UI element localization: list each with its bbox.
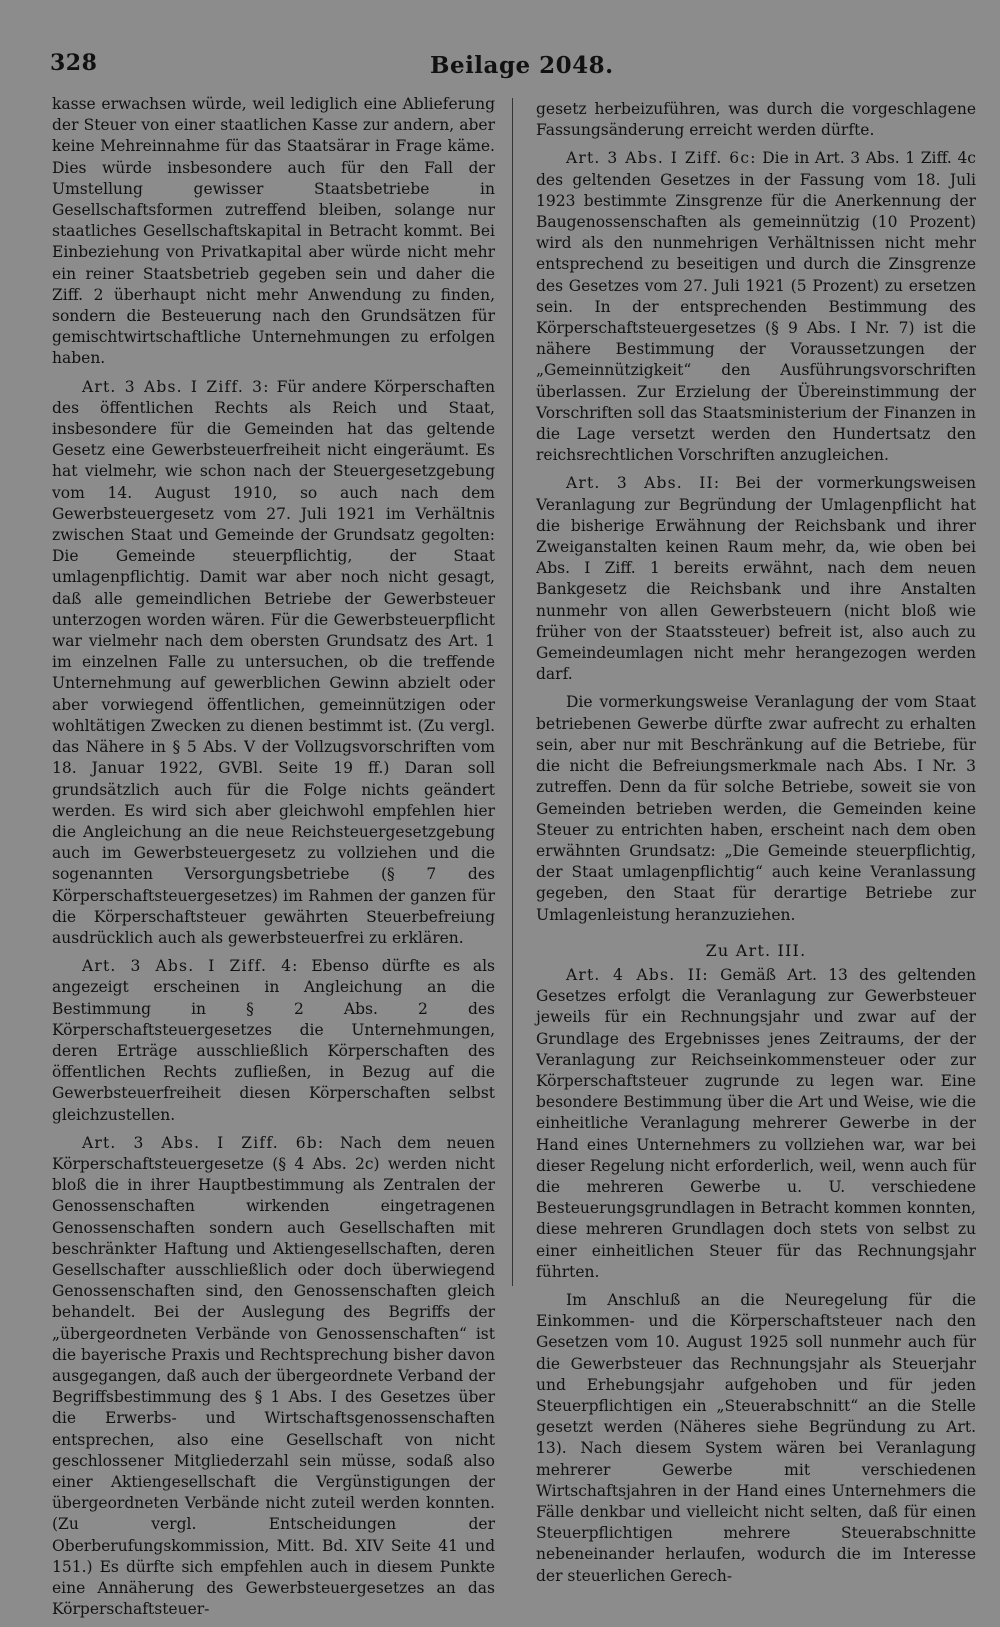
paragraph (536, 148, 976, 466)
paragraph-text: gesetz herbeizuführen, was durch die vorgeschlagene Fassungsänderung erreicht werden dürfte. (536, 100, 976, 140)
page-title: Beilage 2048. (430, 52, 614, 79)
article-reference: Art. 3 Abs. I Ziff. 4: (82, 957, 299, 976)
paragraph (52, 956, 495, 1126)
column-divider (512, 98, 513, 1286)
paragraph-text: Die in Art. 3 Abs. 1 Ziff. 4c des geltenden Gesetzes in der Fassung vom 18. Juli 1923 bestimmte Zinsgrenze für die Anerkennung der Baugenossenschaften als gemeinnützig (10 Prozent) wird als den nunmehrigen Verhältnissen nicht mehr entsprechend zu beseitigen und durch die Zinsgrenze des Gesetzes vom 27. Juli 1921 (5 Prozent) zu ersetzen sein. In der entsprechenden Bestimmung des Körperschaftsteuergesetzes (§ 9 Abs. I Nr. 7) ist die nähere Bestimmung der Voraussetzungen der „Gemeinnützigkeit“ den Ausführungsvorschriften überlassen. Zur Erzielung der Übereinstimmung der Vorschriften soll das Staatsministerium der Finanzen in die Lage versetzt werden den Hundertsatz den reichsrechtlichen Vorschriften anzugleichen. (536, 149, 976, 465)
paragraph-text: Im Anschluß an die Neuregelung für die Einkommen- und die Körperschaftsteuer nach den Gesetzen vom 10. August 1925 soll nunmehr auch für die Gewerbsteuer das Rechnungsjahr als Steuerjahr und Erhebungsjahr aufgehoben und für jeden Steuerpflichtigen ein „Steuerabschnitt“ an die Stelle gesetzt werden (Näheres siehe Begründung zu Art. 13). Nach diesem System wären bei Veranlagung mehrerer Gewerbe mit verschiedenen Wirtschaftsjahren in der Hand eines Unternehmers die Fälle denkbar und vielleicht nicht selten, daß für einen Steuerpflichtigen mehrere Steuerabschnitte nebeneinander herlaufen, wodurch die im Interesse der steuerlichen Gerech- (536, 1290, 976, 1585)
paragraph-text: Bei der vormerkungsweisen Veranlagung zur Begründung der Umlagenpflicht hat die bisherige Erwähnung der Reichsbank und ihrer Zweiganstalten keinen Raum mehr, da, wie oben bei Abs. I Ziff. 1 bereits erwähnt, nach dem neuen Bankgesetz die Reichsbank und ihre Anstalten nunmehr von allen Gewerbsteuern (nicht bloß wie früher von der Staatssteuer) befreit ist, also auch zu Gemeindeumlagen nicht mehr herangezogen werden darf. (536, 474, 976, 684)
article-reference: Art. 3 Abs. II: (566, 474, 721, 493)
paragraph-text: Ebenso dürfte es als angezeigt erscheinen in Angleichung an die Bestimmung in § 2 Abs. 2 des Körperschaftsteuergesetzes die Unternehmungen, deren Erträge ausschließlich Körperschaften des öffentlichen Rechts zufließen, in Bezug auf die Gewerbsteuerfreiheit diesen Körperschaften selbst gleichzustellen. (52, 957, 495, 1124)
article-reference: Art. 4 Abs. II: (566, 965, 709, 984)
paragraph-text: kasse erwachsen würde, weil lediglich eine Ablieferung der Steuer von einer staatlichen Kasse zur andern, aber keine Mehreinnahme für das Staatsärar in Frage käme. Dies würde insbesondere auch für den Fall der Umstellung gewisser Staatsbetriebe in Gesellschaftsformen zutreffend bleiben, solange nur staatliches Gesellschaftskapital in Betracht kommt. Bei Einbeziehung von Privatkapital aber würde nicht mehr ein reiner Staatsbetrieb gegeben sein und daher die Ziff. 2 überhaupt nicht mehr Anwendung zu finden, sondern die Besteuerung nach den Grundsätzen für gemischtwirtschaftliche Unternehmungen zu erfolgen haben. (52, 95, 495, 368)
paragraph-text: Nach dem neuen Körperschaftsteuergesetze (§ 4 Abs. 2c) werden nicht bloß die in ihrer Hauptbestimmung als Zentralen der Genossenschaften wirkenden eingetragenen Genossenschaften sondern auch Gesellschaften mit beschränkter Haftung und Aktiengesellschaften, deren Gesellschafter ausschließlich oder doch überwiegend Genossenschaften sind, den Genossenschaften gleich behandelt. Bei der Auslegung des Begriffs der „übergeordneten Verbände von Genossenschaften“ ist die bayerische Praxis und Rechtsprechung bisher davon ausgegangen, daß auch der übergeordnete Verband der Begriffsbestimmung des § 1 Abs. I des Gesetzes über die Erwerbs- und Wirtschaftsgenossenschaften entsprechen, also eine Gesellschaft von nicht geschlossener Mitgliederzahl sein müsse, sodaß also einer Aktiengesellschaft die Vergünstigungen der übergeordneten Verbände nicht zuteil werden konnten. (Zu vergl. Entscheidungen der Oberberufungskommission, Mitt. Bd. XIV Seite 41 und 151.) Es dürfte sich empfehlen auch in diesem Punkte eine Annäherung des Gewerbsteuergesetzes an das Körperschaftsteuer- (52, 1133, 495, 1619)
article-reference: Art. 3 Abs. I Ziff. 6b: (82, 1133, 325, 1152)
page-number: 328 (50, 50, 98, 76)
section-heading: Zu Art. III. (705, 940, 807, 960)
article-reference: Art. 3 Abs. I Ziff. 3: (82, 377, 270, 396)
paragraph (52, 1133, 495, 1621)
paragraph (536, 1290, 976, 1587)
paragraph (536, 473, 976, 685)
paragraph (536, 99, 976, 141)
paragraph (536, 692, 976, 925)
paragraph (52, 94, 495, 370)
left-column (52, 94, 495, 1627)
right-column (536, 99, 976, 1594)
paragraph-text: Die vormerkungsweise Veranlagung der vom Staat betriebenen Gewerbe dürfte zwar aufrecht zu erhalten sein, aber nur mit Beschränkung auf die Betriebe, für die nicht die Befreiungsmerkmale nach Abs. I Nr. 3 zutreffen. Denn da für solche Betriebe, soweit sie von Gemeinden betrieben werden, die Gemeinden keine Steuer zu entrichten haben, erscheint nach dem oben erwähnten Grundsatz: „Die Gemeinde steuerpflichtig, der Staat umlagenpflichtig“ auch keine Veranlassung gegeben, den Staat für derartige Betriebe zur Umlagenleistung heranzuziehen. (536, 693, 976, 924)
article-reference: Art. 3 Abs. I Ziff. 6c: (566, 149, 757, 168)
paragraph (536, 965, 976, 1283)
paragraph (52, 377, 495, 949)
paragraph-text: Gemäß Art. 13 des geltenden Gesetzes erfolgt die Veranlagung zur Gewerbsteuer jeweils für ein Rechnungsjahr und zwar auf der Grundlage des Ergebnisses jenes Zeitraums, der der Veranlagung zur Reichseinkommensteuer oder zur Körperschaftsteuer zugrunde zu legen war. Eine besondere Bestimmung über die Art und Weise, wie die einheitliche Veranlagung mehrerer Gewerbe in der Hand eines Unternehmers zu vollziehen war, war bei dieser Regelung nicht erforderlich, weil, wenn auch für die mehreren Gewerbe u. U. verschiedene Besteuerungsgrundlagen in Betracht kommen konnten, diese mehreren Grundlagen doch stets von selbst zu einer einheitlichen Steuer für das Rechnungsjahr führten. (536, 965, 976, 1281)
paragraph-text: Für andere Körperschaften des öffentlichen Rechts als Reich und Staat, insbesondere für die Gemeinden hat das geltende Gesetz eine Gewerbsteuerfreiheit nicht eingeräumt. Es hat vielmehr, wie schon nach der Steuergesetzgebung vom 14. August 1910, so auch nach dem Gewerbsteuergesetz vom 27. Juli 1921 im Verhältnis zwischen Staat und Gemeinde der Grundsatz gegolten: Die Gemeinde steuerpflichtig, der Staat umlagenpflichtig. Damit war aber noch nicht gesagt, daß alle gemeindlichen Betriebe der Gewerbsteuer unterzogen worden wären. Für die Gewerbsteuerpflicht war vielmehr nach dem obersten Grundsatz des Art. 1 im einzelnen Falle zu untersuchen, ob die treffende Unternehmung auf gewerblichen Gewinn abzielt oder aber vorwiegend öffentlichen, gemeinnützigen oder wohltätigen Zwecken zu dienen bestimmt ist. (Zu vergl. das Nähere in § 5 Abs. V der Vollzugsvorschriften vom 18. Januar 1922, GVBl. Seite 19 ff.) Daran soll grundsätzlich auch für die Folge nichts geändert werden. Es wird sich aber gleichwohl empfehlen hier die Angleichung an die neue Reichsteuergesetzgebung auch im Gewerbsteuergesetz zu vollziehen und die sogenannten Versorgungsbetriebe (§ 7 des Körperschaftsteuergesetzes) im Rahmen der ganzen für die Körperschaftsteuer gewährten Steuerbefreiung ausdrücklich auch als gewerbsteuerfrei zu erklären. (52, 377, 495, 947)
